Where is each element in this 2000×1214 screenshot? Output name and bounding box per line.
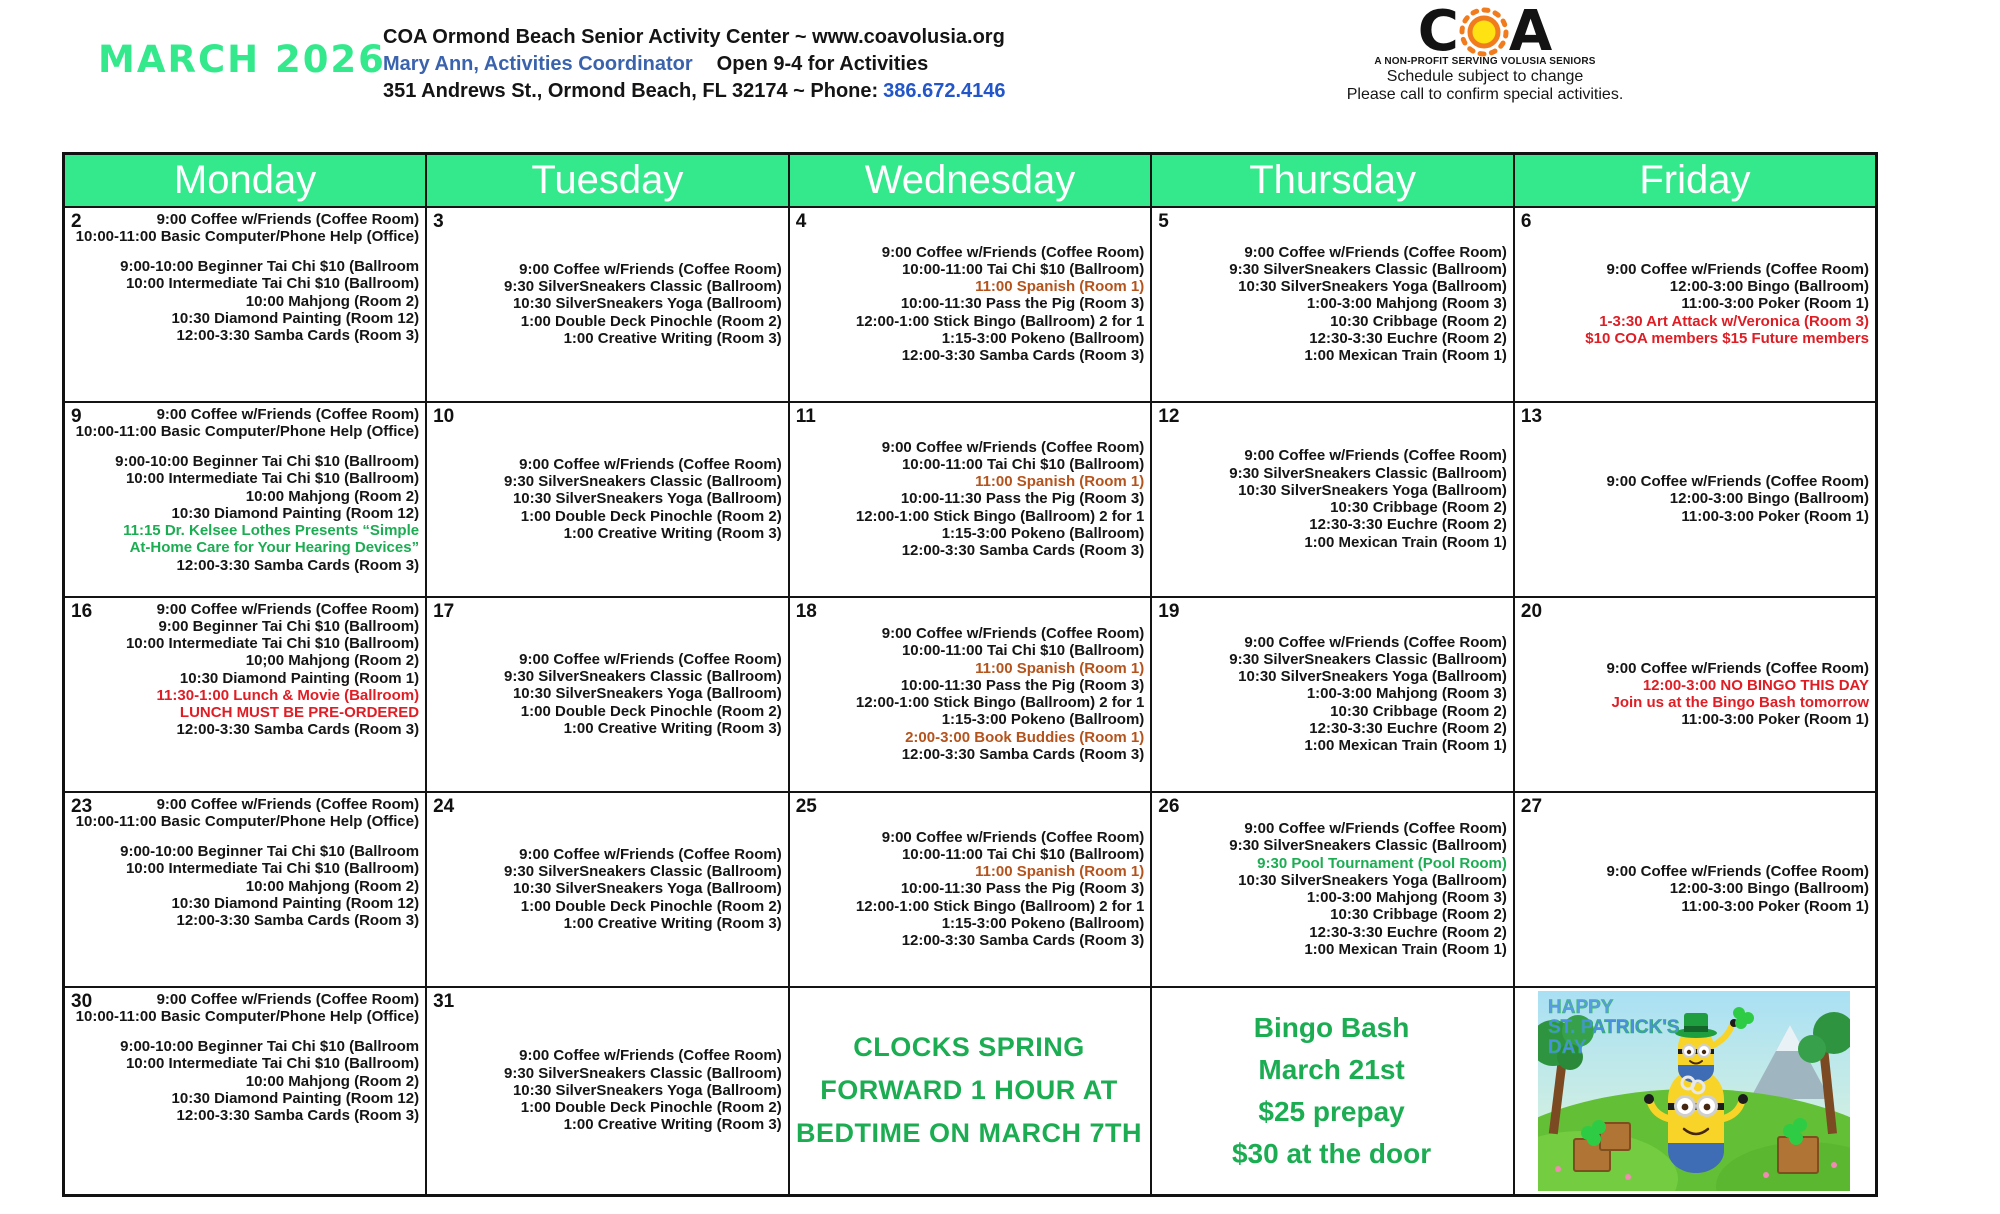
- event-line: 12:00-3:30 Samba Cards (Room 3): [176, 1107, 420, 1124]
- date-number: 27: [1520, 795, 1543, 817]
- event-line: 12:00-3:00 Bingo (Ballroom): [1669, 880, 1869, 898]
- event-line: 1:00 Mexican Train (Room 1): [1304, 533, 1507, 551]
- day-cell-march-16: [64, 597, 427, 792]
- date-number: 4: [795, 210, 807, 232]
- event-line: 10:30 Diamond Painting (Room 12): [171, 309, 420, 327]
- event-line: 12:00-3:30 Samba Cards (Room 3): [901, 932, 1145, 950]
- day-cell-march-26: [1151, 792, 1514, 987]
- event-line: 9:00 Coffee w/Friends (Coffee Room): [1244, 633, 1507, 651]
- event-line: 10:00 Mahjong (Room 2): [245, 487, 420, 505]
- event-line: 11:30-1:00 Lunch & Movie (Ballroom): [156, 686, 420, 704]
- event-list: [69, 796, 419, 930]
- logo-tagline: A NON-PROFIT SERVING VOLUSIA SENIORS: [1374, 56, 1596, 67]
- event-line: 9:30 SilverSneakers Classic (Ballroom): [1229, 260, 1507, 278]
- event-line: 10:30 SilverSneakers Yoga (Ballroom): [512, 1081, 782, 1099]
- date-number: 31: [433, 990, 455, 1012]
- day-cell-march-17: [426, 597, 789, 792]
- event-list: [69, 406, 419, 574]
- event-list: [431, 456, 782, 542]
- event-line: 1:00 Double Deck Pinochle (Room 2): [520, 897, 782, 915]
- date-number: 3: [433, 210, 444, 232]
- event-line: [69, 245, 419, 258]
- event-line: 12:00-3:30 Samba Cards (Room 3): [176, 327, 420, 344]
- event-line: 9:00 Coffee w/Friends (Coffee Room): [519, 260, 782, 278]
- day-cell-march-11: [789, 402, 1152, 597]
- notice-line: FORWARD 1 HOUR AT: [820, 1074, 1118, 1105]
- event-line: 1:00 Creative Writing (Room 3): [563, 914, 782, 932]
- event-line: 1:00-3:00 Mahjong (Room 3): [1306, 295, 1507, 313]
- event-line: 1:00 Mexican Train (Room 1): [1304, 940, 1507, 958]
- event-line: 10;00 Mahjong (Room 2): [245, 652, 420, 670]
- week-row-4: [64, 792, 1877, 987]
- event-line: 10:30 SilverSneakers Yoga (Ballroom): [1238, 871, 1507, 889]
- event-line: 9:00 Coffee w/Friends (Coffee Room): [519, 1047, 782, 1065]
- event-line: 9:00 Coffee w/Friends (Coffee Room): [1606, 473, 1869, 491]
- event-list: [794, 829, 1145, 950]
- event-line: 1:15-3:00 Pokeno (Ballroom): [941, 711, 1145, 729]
- street-address: 351 Andrews St., Ormond Beach, FL 32174 ~ Phone:: [383, 80, 879, 102]
- event-line: 9:00 Coffee w/Friends (Coffee Room): [156, 795, 420, 813]
- svg-text:ST. PATRICK'S: ST. PATRICK'S: [1547, 1016, 1680, 1038]
- notice-line: BEDTIME ON MARCH 7TH: [795, 1118, 1142, 1149]
- event-line: 12:00-3:00 Bingo (Ballroom): [1669, 490, 1869, 508]
- event-line: 10:00-11:00 Basic Computer/Phone Help (Office): [75, 422, 420, 440]
- event-line: 12:00-3:30 Samba Cards (Room 3): [901, 745, 1145, 763]
- date-number: 20: [1520, 600, 1543, 622]
- event-line: 12:30-3:30 Euchre (Room 2): [1309, 516, 1507, 534]
- event-line: 9:30 SilverSneakers Classic (Ballroom): [504, 668, 782, 686]
- schedule-note: Schedule subject to change: [1386, 68, 1584, 85]
- event-line: 10:30 SilverSneakers Yoga (Ballroom): [512, 880, 782, 898]
- notice-line: CLOCKS SPRING: [853, 1031, 1085, 1062]
- event-list: [431, 846, 782, 932]
- event-line: 1:00 Double Deck Pinochle (Room 2): [520, 702, 782, 720]
- event-line: 10:00-11:00 Tai Chi $10 (Ballroom): [901, 642, 1145, 660]
- event-line: 10:00-11:30 Pass the Pig (Room 3): [900, 490, 1145, 508]
- event-line: 9:00 Coffee w/Friends (Coffee Room): [156, 600, 420, 618]
- event-list: [69, 601, 419, 739]
- event-line: 10:00-11:00 Tai Chi $10 (Ballroom): [901, 455, 1145, 473]
- event-line: 10:30 SilverSneakers Yoga (Ballroom): [512, 685, 782, 703]
- event-line: 12:30-3:30 Euchre (Room 2): [1309, 923, 1507, 941]
- date-number: 13: [1520, 405, 1543, 427]
- event-line: 10:00 Mahjong (Room 2): [245, 292, 420, 310]
- event-line: At-Home Care for Your Hearing Devices”: [129, 539, 420, 557]
- event-line: 10:00-11:30 Pass the Pig (Room 3): [900, 880, 1145, 898]
- event-line: 10:30 SilverSneakers Yoga (Ballroom): [1238, 668, 1507, 686]
- logo-letter-a: A: [1508, 0, 1553, 64]
- event-line: 10:00-11:30 Pass the Pig (Room 3): [900, 676, 1145, 694]
- event-line: 12:00-3:30 Samba Cards (Room 3): [176, 912, 420, 929]
- event-line: 12:00-3:00 NO BINGO THIS DAY: [1642, 676, 1869, 694]
- event-line: 12:30-3:30 Euchre (Room 2): [1309, 329, 1507, 347]
- event-line: 10:00 Intermediate Tai Chi $10 (Ballroom): [125, 275, 420, 293]
- event-line: 10:30 Diamond Painting (Room 12): [171, 894, 420, 912]
- event-line: 12:00-1:00 Stick Bingo (Ballroom) 2 for 1: [855, 897, 1145, 915]
- event-line: 10:30 SilverSneakers Yoga (Ballroom): [1238, 278, 1507, 296]
- day-header-monday: Monday: [64, 154, 427, 207]
- day-cell-march-9: [64, 402, 427, 597]
- org-name-line: COA Ormond Beach Senior Activity Center ~ www.coavolusia.org: [383, 26, 1005, 48]
- event-list: [69, 991, 419, 1125]
- event-line: 9:00-10:00 Beginner Tai Chi $10 (Ballroom: [120, 1038, 420, 1055]
- coordinator-line: [383, 51, 1006, 78]
- date-number: 9: [71, 405, 82, 427]
- st-patricks-day-image: [1538, 991, 1850, 1191]
- svg-text:HAPPY: HAPPY: [1547, 996, 1614, 1018]
- day-cell-march-24: [426, 792, 789, 987]
- event-line: 9:00 Coffee w/Friends (Coffee Room): [1606, 659, 1869, 677]
- event-line: 1:00-3:00 Mahjong (Room 3): [1306, 685, 1507, 703]
- event-line: 10:30 Cribbage (Room 2): [1330, 312, 1507, 330]
- event-list: [1156, 634, 1507, 755]
- event-line: 10:00 Intermediate Tai Chi $10 (Ballroom): [125, 635, 420, 652]
- phone-number: 386.672.4146: [883, 80, 1006, 102]
- event-list: [1519, 660, 1869, 729]
- event-line: LUNCH MUST BE PRE-ORDERED: [179, 704, 420, 721]
- event-line: 9:30 Pool Tournament (Pool Room): [1257, 854, 1507, 872]
- st-patricks-image-cell: [1514, 987, 1877, 1196]
- event-line: 9:00 Coffee w/Friends (Coffee Room): [1606, 260, 1869, 278]
- open-hours: Open 9-4 for Activities: [716, 53, 929, 75]
- clocks-forward-notice: [789, 987, 1152, 1196]
- header-info-block: [383, 24, 1006, 105]
- event-line: 2:00-3:00 Book Buddies (Room 1): [905, 728, 1145, 746]
- event-list: [1156, 820, 1507, 958]
- date-number: 6: [1520, 210, 1532, 232]
- event-line: 1:00 Double Deck Pinochle (Room 2): [520, 312, 782, 330]
- event-line: 11:00-3:00 Poker (Room 1): [1681, 295, 1869, 313]
- event-line: 11:00 Spanish (Room 1): [975, 278, 1145, 296]
- event-list: [431, 261, 782, 347]
- event-list: [431, 651, 782, 737]
- bingo-bash-notice: [1156, 1007, 1507, 1175]
- event-list: [1519, 863, 1869, 915]
- coordinator-name: Mary Ann, Activities Coordinator: [383, 53, 693, 75]
- event-line: [69, 440, 419, 453]
- event-line: [69, 1025, 419, 1038]
- event-line: 10:30 SilverSneakers Yoga (Ballroom): [512, 490, 782, 508]
- day-cell-march-4: [789, 207, 1152, 402]
- event-line: 11:15 Dr. Kelsee Lothes Presents “Simple: [123, 522, 420, 539]
- event-list: [69, 211, 419, 345]
- event-list: [1519, 261, 1869, 347]
- day-cell-march-30: [64, 987, 427, 1196]
- event-line: 10:00 Intermediate Tai Chi $10 (Ballroom): [125, 1055, 420, 1073]
- event-line: 9:00 Coffee w/Friends (Coffee Room): [881, 243, 1145, 261]
- day-cell-march-12: [1151, 402, 1514, 597]
- day-cell-march-19: [1151, 597, 1514, 792]
- event-line: 12:00-1:00 Stick Bingo (Ballroom) 2 for 1: [855, 694, 1145, 711]
- event-line: 10:30 Diamond Painting (Room 12): [171, 504, 420, 522]
- event-line: 9:00 Coffee w/Friends (Coffee Room): [519, 455, 782, 473]
- event-line: 1:00 Double Deck Pinochle (Room 2): [520, 507, 782, 525]
- event-line: 10:00 Mahjong (Room 2): [245, 1072, 420, 1090]
- event-line: 10:30 Cribbage (Room 2): [1330, 906, 1507, 924]
- event-line: 9:00-10:00 Beginner Tai Chi $10 (Ballroom): [115, 453, 420, 470]
- event-line: 11:00-3:00 Poker (Room 1): [1681, 897, 1869, 915]
- event-line: 10:30 SilverSneakers Yoga (Ballroom): [1238, 481, 1507, 499]
- logo-block: [1295, 0, 1675, 104]
- event-line: 10:30 Cribbage (Room 2): [1330, 702, 1507, 720]
- event-line: 12:00-3:30 Samba Cards (Room 3): [176, 721, 420, 739]
- event-line: 1:00-3:00 Mahjong (Room 3): [1306, 889, 1507, 906]
- event-line: 9:30 SilverSneakers Classic (Ballroom): [504, 473, 782, 491]
- day-cell-march-25: [789, 792, 1152, 987]
- event-line: 12:00-3:30 Samba Cards (Room 3): [901, 347, 1145, 365]
- date-number: 11: [795, 405, 816, 427]
- event-line: 1:00 Creative Writing (Room 3): [563, 719, 782, 737]
- event-line: 9:00 Coffee w/Friends (Coffee Room): [156, 210, 420, 228]
- sun-icon: [1458, 6, 1510, 58]
- event-list: [794, 244, 1145, 365]
- event-line: 10:00-11:00 Basic Computer/Phone Help (Office): [75, 812, 420, 830]
- event-line: 10:30 Cribbage (Room 2): [1330, 499, 1507, 516]
- event-list: [431, 1047, 782, 1133]
- event-line: 9:00 Beginner Tai Chi $10 (Ballroom): [158, 617, 420, 635]
- event-line: 9:00 Coffee w/Friends (Coffee Room): [1244, 447, 1507, 465]
- event-line: 9:00 Coffee w/Friends (Coffee Room): [156, 990, 420, 1008]
- event-line: Join us at the Bingo Bash tomorrow: [1611, 694, 1869, 711]
- event-line: 9:00 Coffee w/Friends (Coffee Room): [519, 845, 782, 863]
- event-line: 10:00-11:00 Tai Chi $10 (Ballroom): [901, 260, 1145, 278]
- month-title: MARCH 2026: [98, 38, 386, 81]
- calendar-body: [64, 207, 1877, 1196]
- event-line: 9:30 SilverSneakers Classic (Ballroom): [1229, 464, 1507, 482]
- event-line: 9:00-10:00 Beginner Tai Chi $10 (Ballroom: [120, 258, 420, 275]
- clocks-forward-notice: [794, 1026, 1145, 1156]
- date-number: 10: [433, 405, 455, 427]
- event-line: 9:00-10:00 Beginner Tai Chi $10 (Ballroom: [120, 843, 420, 860]
- day-header-friday: Friday: [1514, 154, 1877, 207]
- event-line: 10:00 Intermediate Tai Chi $10 (Ballroom): [125, 470, 420, 488]
- event-line: 1-3:30 Art Attack w/Veronica (Room 3): [1599, 312, 1869, 330]
- svg-text:DAY: DAY: [1547, 1036, 1587, 1058]
- day-cell-march-27: [1514, 792, 1877, 987]
- date-number: 25: [795, 795, 817, 817]
- event-line: 10:00-11:00 Tai Chi $10 (Ballroom): [901, 845, 1145, 863]
- event-line: 12:00-1:00 Stick Bingo (Ballroom) 2 for 1: [855, 312, 1145, 330]
- notice-line: $30 at the door: [1231, 1137, 1432, 1169]
- event-line: $10 COA members $15 Future members: [1585, 329, 1869, 347]
- date-number: 12: [1158, 405, 1180, 427]
- event-line: 12:30-3:30 Euchre (Room 2): [1309, 719, 1507, 737]
- event-line: 1:00 Double Deck Pinochle (Room 2): [520, 1099, 782, 1117]
- event-line: 12:00-3:30 Samba Cards (Room 3): [176, 556, 420, 574]
- confirm-note: Please call to confirm special activities.: [1346, 86, 1624, 103]
- day-cell-march-10: [426, 402, 789, 597]
- event-list: [1156, 244, 1507, 365]
- logo-letter-c: C: [1417, 0, 1459, 64]
- date-number: 18: [795, 600, 817, 622]
- day-cell-march-6: [1514, 207, 1877, 402]
- event-line: 1:15-3:00 Pokeno (Ballroom): [941, 329, 1145, 347]
- date-number: 26: [1158, 795, 1180, 817]
- event-line: 12:00-3:30 Samba Cards (Room 3): [901, 542, 1145, 560]
- event-line: 9:00 Coffee w/Friends (Coffee Room): [881, 828, 1145, 846]
- event-line: 11:00 Spanish (Room 1): [975, 473, 1145, 491]
- event-line: 10:30 Diamond Painting (Room 12): [171, 1089, 420, 1107]
- event-line: 1:00 Creative Writing (Room 3): [563, 329, 782, 347]
- day-cell-march-3: [426, 207, 789, 402]
- day-header-wednesday: Wednesday: [789, 154, 1152, 207]
- date-number: 5: [1158, 210, 1169, 232]
- event-list: [794, 625, 1145, 763]
- event-line: 9:30 SilverSneakers Classic (Ballroom): [1229, 650, 1507, 668]
- event-line: 9:00 Coffee w/Friends (Coffee Room): [881, 625, 1145, 642]
- event-line: 11:00-3:00 Poker (Room 1): [1681, 711, 1869, 729]
- event-line: 11:00 Spanish (Room 1): [975, 863, 1145, 881]
- notice-line: March 21st: [1258, 1053, 1405, 1085]
- date-number: 23: [71, 795, 93, 817]
- event-line: 11:00 Spanish (Room 1): [975, 659, 1145, 677]
- event-line: 9:30 SilverSneakers Classic (Ballroom): [504, 278, 782, 296]
- day-cell-march-31: [426, 987, 789, 1196]
- date-number: 19: [1158, 600, 1180, 622]
- day-header-row: [64, 154, 1877, 207]
- date-number: 16: [71, 600, 93, 622]
- week-row-3: [64, 597, 1877, 792]
- event-line: 9:00 Coffee w/Friends (Coffee Room): [1606, 863, 1869, 881]
- event-line: 1:00 Mexican Train (Room 1): [1304, 347, 1507, 365]
- event-line: 1:15-3:00 Pokeno (Ballroom): [941, 524, 1145, 542]
- event-list: [794, 439, 1145, 560]
- event-line: 1:00 Mexican Train (Room 1): [1304, 737, 1507, 755]
- event-line: 9:00 Coffee w/Friends (Coffee Room): [519, 650, 782, 668]
- event-line: 10:00-11:30 Pass the Pig (Room 3): [900, 295, 1145, 313]
- day-cell-march-18: [789, 597, 1152, 792]
- event-line: 9:30 SilverSneakers Classic (Ballroom): [1229, 837, 1507, 855]
- event-line: 9:00 Coffee w/Friends (Coffee Room): [156, 405, 420, 423]
- date-number: 30: [71, 990, 93, 1012]
- date-number: 24: [433, 795, 455, 817]
- event-line: 12:00-1:00 Stick Bingo (Ballroom) 2 for 1: [855, 507, 1145, 525]
- week-row-2: [64, 402, 1877, 597]
- day-cell-march-13: [1514, 402, 1877, 597]
- date-number: 2: [71, 210, 82, 232]
- event-line: 10:30 SilverSneakers Yoga (Ballroom): [512, 295, 782, 313]
- week-row-5: [64, 987, 1877, 1196]
- event-line: 1:15-3:00 Pokeno (Ballroom): [941, 914, 1145, 932]
- event-line: 1:00 Creative Writing (Room 3): [563, 524, 782, 542]
- event-line: 9:00 Coffee w/Friends (Coffee Room): [1244, 820, 1507, 837]
- event-line: 9:00 Coffee w/Friends (Coffee Room): [1244, 243, 1507, 261]
- day-cell-march-23: [64, 792, 427, 987]
- event-line: 9:30 SilverSneakers Classic (Ballroom): [504, 1064, 782, 1082]
- day-header-tuesday: Tuesday: [426, 154, 789, 207]
- event-line: 10:00 Intermediate Tai Chi $10 (Ballroom): [125, 860, 420, 878]
- event-line: 9:30 SilverSneakers Classic (Ballroom): [504, 863, 782, 881]
- day-cell-march-5: [1151, 207, 1514, 402]
- day-cell-march-20: [1514, 597, 1877, 792]
- event-line: 11:00-3:00 Poker (Room 1): [1681, 507, 1869, 525]
- event-line: 10:00 Mahjong (Room 2): [245, 877, 420, 895]
- event-line: 10:30 Diamond Painting (Room 1): [179, 669, 420, 687]
- day-header-thursday: Thursday: [1151, 154, 1514, 207]
- event-line: 10:00-11:00 Basic Computer/Phone Help (Office): [75, 1007, 420, 1025]
- event-line: 12:00-3:00 Bingo (Ballroom): [1669, 278, 1869, 296]
- event-list: [1156, 447, 1507, 551]
- date-number: 17: [433, 600, 455, 622]
- address-line: [383, 78, 1006, 105]
- week-row-1: [64, 207, 1877, 402]
- event-list: [1519, 473, 1869, 525]
- event-line: 10:00-11:00 Basic Computer/Phone Help (Office): [75, 227, 420, 245]
- event-line: 9:00 Coffee w/Friends (Coffee Room): [881, 438, 1145, 456]
- bingo-bash-notice: [1151, 987, 1514, 1196]
- notice-line: Bingo Bash: [1253, 1011, 1410, 1043]
- event-line: [69, 830, 419, 843]
- notice-line: $25 prepay: [1258, 1095, 1405, 1127]
- event-line: 1:00 Creative Writing (Room 3): [563, 1116, 782, 1134]
- day-cell-march-2: [64, 207, 427, 402]
- activity-calendar: [62, 152, 1878, 1197]
